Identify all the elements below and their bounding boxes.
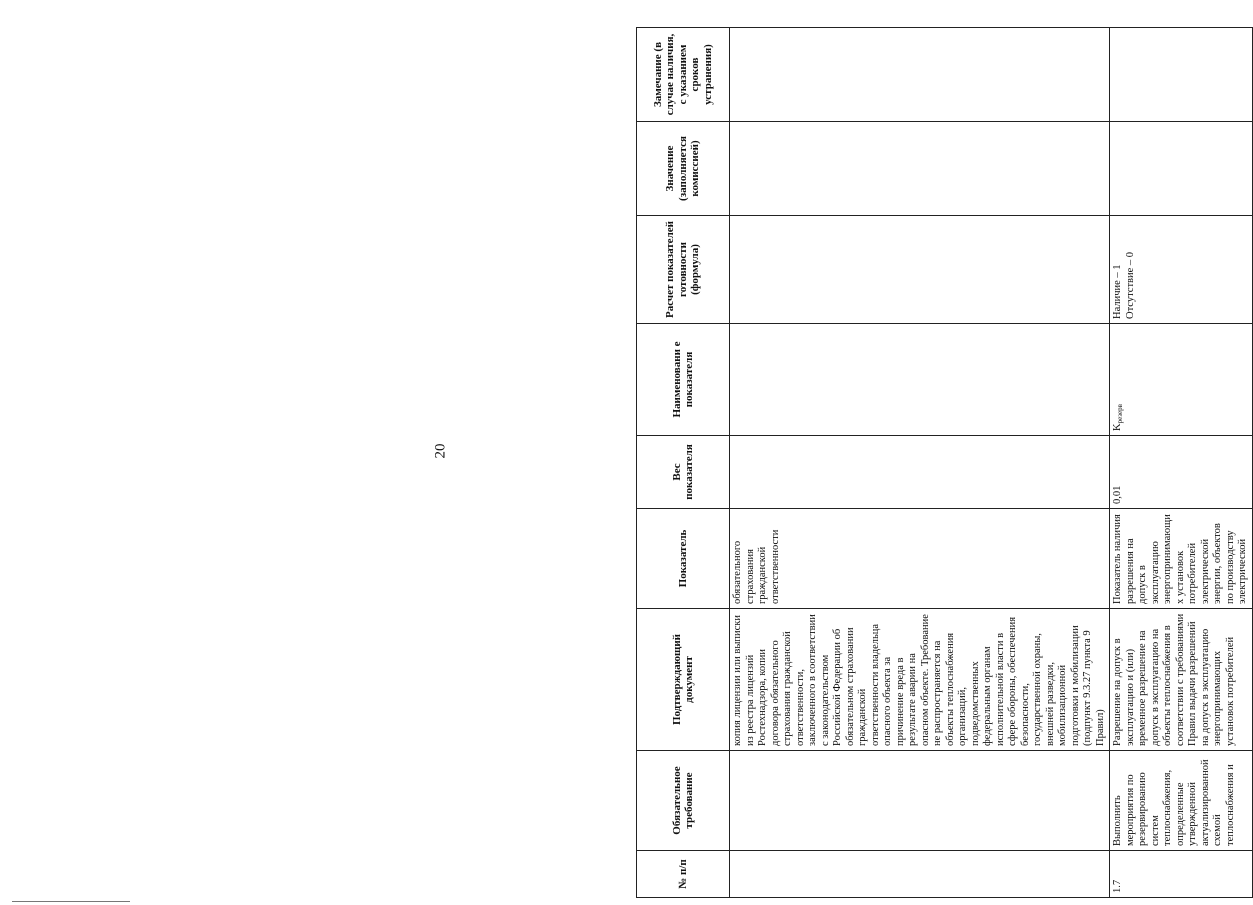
cell-indicator: обязательного страхования гражданской ответственности bbox=[730, 509, 1110, 609]
cell-requirement: Выполнить мероприятия по резервированию систем теплоснабжения, определенные утвержденной актуализированной схемой теплоснабжения и bbox=[1110, 751, 1253, 851]
scan-edge-line bbox=[12, 901, 130, 902]
page-number: 20 bbox=[432, 443, 449, 459]
cell-formula bbox=[730, 216, 1110, 324]
header-indicator: Показатель bbox=[637, 509, 730, 609]
header-document: Подтверждающий документ bbox=[637, 609, 730, 751]
formula-line-present: Наличие – 1 bbox=[1112, 264, 1123, 319]
header-remark: Замечание (в случае наличия, с указанием сроков устранения) bbox=[637, 28, 730, 122]
cell-indicator-name bbox=[730, 324, 1110, 436]
readiness-table bbox=[636, 27, 1253, 898]
table-row bbox=[1110, 28, 1253, 898]
cell-remark bbox=[730, 28, 1110, 122]
header-weight: Вес показателя bbox=[637, 436, 730, 509]
cell-indicator: Показатель наличия разрешения на допуск в эксплуатацию энергопринимающих установок потребителей электрической энергии, объектов по производству электрической bbox=[1110, 509, 1253, 609]
cell-weight bbox=[730, 436, 1110, 509]
table-row bbox=[730, 28, 1110, 898]
rotated-table-container bbox=[636, 28, 1248, 898]
header-requirement: Обязательное требование bbox=[637, 751, 730, 851]
cell-indicator-name bbox=[1110, 324, 1253, 436]
formula-line-absent: Отсутствие – 0 bbox=[1124, 251, 1136, 319]
cell-value bbox=[730, 122, 1110, 216]
header-num: № п/п bbox=[637, 851, 730, 898]
cell-formula bbox=[1110, 216, 1253, 324]
cell-document: копия лицензии или выписки из реестра лицензий Ростехнадзора, копии договора обязательного страхования гражданской ответственности, заключенного в соответствии с законодательством Российской Федерации об обязательном страховании гражданской ответственности владельца опасного объекта за причинение вреда в результате аварии на опасном объекте. Требование не распространяется на объекты теплоснабжения организаций, подведомственных федеральным органам исполнительной власти в сфере обороны, обеспечения безопасности, государственной охраны, внешней разведки, мобилизационной подготовки и мобилизации (подпункт 9.3.27 пункта 9 Правил) bbox=[730, 609, 1110, 751]
cell-requirement bbox=[730, 751, 1110, 851]
header-formula: Расчет показателей готовности (формула) bbox=[637, 216, 730, 324]
header-indicator-name: Наименовани е показателя bbox=[637, 324, 730, 436]
cell-remark bbox=[1110, 28, 1253, 122]
cell-num bbox=[730, 851, 1110, 898]
indicator-symbol: K bbox=[1112, 423, 1123, 431]
cell-value bbox=[1110, 122, 1253, 216]
cell-weight: 0,01 bbox=[1110, 436, 1253, 509]
table-header-row bbox=[637, 28, 730, 898]
cell-document: Разрешение на допуск в эксплуатацию и (или) временное разрешение на допуск в эксплуатацию на объекты теплоснабжения в соответствии с требованиями Правил выдачи разрешений на допуск в эксплуатацию энергопринимающих установок потребителей bbox=[1110, 609, 1253, 751]
indicator-subscript: резерв bbox=[1116, 404, 1124, 424]
header-value: Значение (заполняется комиссией) bbox=[637, 122, 730, 216]
cell-num: 1.7 bbox=[1110, 851, 1253, 898]
